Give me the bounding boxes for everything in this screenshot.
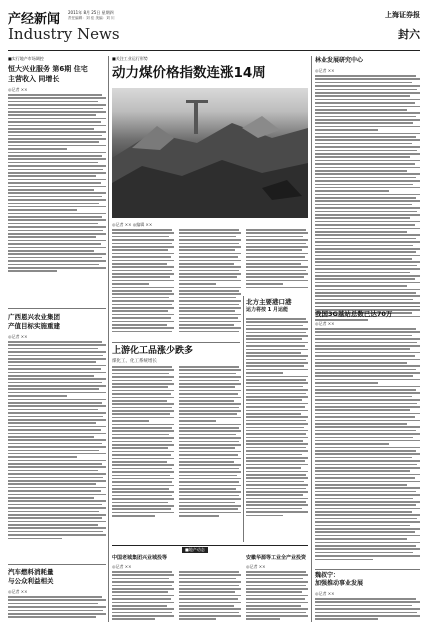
left-column xyxy=(8,56,106,622)
left-byline-3: ◎记者 ×× xyxy=(8,589,28,594)
section-subtitle: Industry News xyxy=(8,25,120,43)
right-headline-2: 我国3G基站总数已达70万 xyxy=(315,310,393,318)
left-byline-2: ◎记者 ×× xyxy=(8,334,28,339)
masthead xyxy=(8,6,420,48)
bottom-body-3 xyxy=(246,571,308,622)
center-region xyxy=(112,56,308,622)
center-body-col-6 xyxy=(246,318,308,542)
center-body-col-2 xyxy=(179,229,241,339)
right-column xyxy=(315,56,420,622)
right-headline-1: 林业发展研究中心 xyxy=(315,57,364,64)
left-headline-1b: 主营收入 同增长 xyxy=(8,75,60,83)
right-byline-3: ◎记者 ×× xyxy=(315,591,335,596)
bottom-body-1 xyxy=(112,571,174,622)
bottom-byline-1: ◎记者 ×× xyxy=(112,564,132,569)
left-divider-2 xyxy=(8,564,106,565)
right-byline-1: ◎记者 ×× xyxy=(315,68,335,73)
left-byline-1: ◎记者 ×× xyxy=(8,87,28,92)
left-body-1 xyxy=(8,94,106,304)
center-headline: 动力煤价格指数连涨14周 xyxy=(112,65,266,81)
left-headline-2a: 广西恩兴农业集团 xyxy=(8,313,60,321)
center-subhead-2b: 煤化工、化工系统增长 xyxy=(112,359,157,364)
left-headline-3b: 与公众利益相关 xyxy=(8,577,54,585)
paper-name: 上海证券报 xyxy=(385,10,420,19)
right-headline-3a: 魏叔宁： xyxy=(315,572,340,579)
left-headline-3a: 汽车燃料消耗量 xyxy=(8,568,54,576)
left-body-3 xyxy=(8,596,106,622)
left-kicker: ■实行地产市场调控 xyxy=(8,56,44,61)
right-body-2 xyxy=(315,328,420,566)
center-divider-1 xyxy=(112,342,240,343)
bottom-body-2 xyxy=(179,571,241,622)
column-divider-left xyxy=(108,56,109,622)
bottom-headline-1: 中国老城集团兴业城投等 xyxy=(112,555,168,561)
coal-photo xyxy=(112,88,308,218)
date-line: 2011年 8月 25日 星期四 xyxy=(68,10,114,15)
right-byline-2: ◎记者 ×× xyxy=(315,321,335,326)
right-body-1 xyxy=(315,75,420,325)
bottom-band-tag: ■地产动态 xyxy=(182,547,208,553)
center-inner-divider xyxy=(243,296,244,542)
page-number: 封六 xyxy=(398,28,420,41)
bottom-headline-2: 安徽华源等工业全产业投资 xyxy=(246,555,307,561)
left-divider-1 xyxy=(8,308,106,309)
left-headline-1: 恒大兴业服务 第6期 住宅 xyxy=(8,65,88,73)
center-body-col-4 xyxy=(112,366,174,542)
left-body-2 xyxy=(8,341,106,561)
center-body-col-3 xyxy=(246,229,308,293)
center-byline: ◎记者 ×× ◎编辑 ×× xyxy=(112,222,153,227)
center-body-col-5 xyxy=(179,366,241,542)
center-kicker: ■关注工业运行形势 xyxy=(112,56,148,61)
right-divider-2 xyxy=(315,569,420,570)
left-headline-2b: 产值目标实施重建 xyxy=(8,322,60,330)
bottom-byline-2: ◎记者 ×× xyxy=(246,564,266,569)
center-subhead-1b: 运力将按 1 月运能 xyxy=(246,307,288,313)
right-headline-3b: 加强推动事业发展 xyxy=(315,580,364,587)
section-title: 产经新闻 xyxy=(8,12,61,27)
editor-line: 责任编辑：刘 佳 美编：刘 川 xyxy=(68,16,115,20)
right-divider-1 xyxy=(315,306,420,307)
masthead-rule xyxy=(8,50,420,51)
center-body-col-1 xyxy=(112,229,174,339)
bottom-band-rule xyxy=(112,545,308,546)
right-body-3 xyxy=(315,598,420,622)
column-divider-right xyxy=(311,56,312,622)
center-subhead-1: 北方主要港口港 xyxy=(246,298,292,306)
center-subhead-2: 上游化工品涨少跌多 xyxy=(112,346,194,356)
